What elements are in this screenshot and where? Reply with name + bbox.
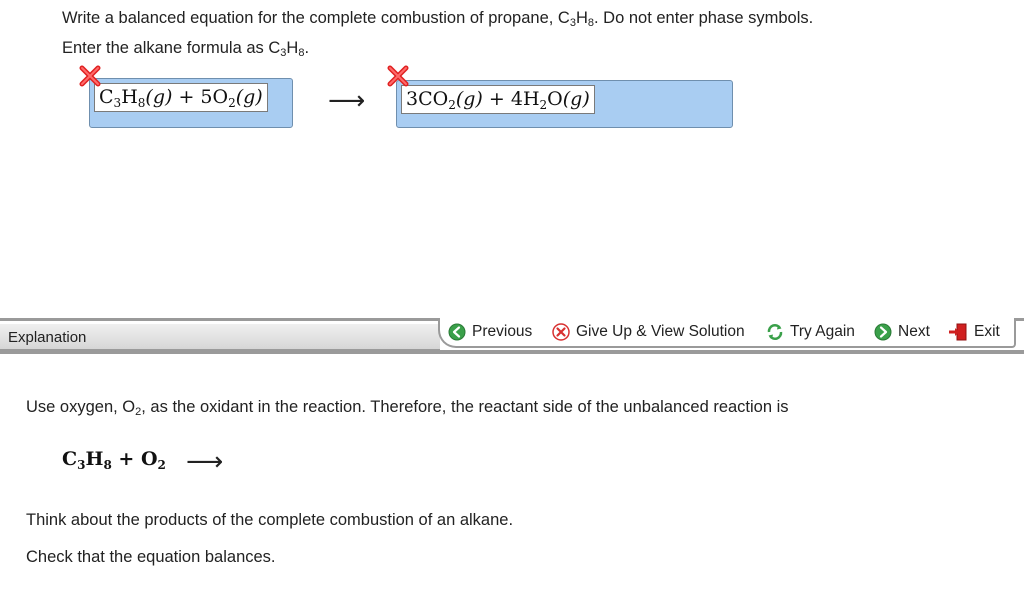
reactants-answer-box[interactable] (89, 78, 293, 128)
explanation-tab[interactable] (0, 324, 440, 352)
give-up-button[interactable] (552, 318, 745, 346)
give-up-label: Give Up & View Solution (576, 323, 745, 340)
incorrect-x-icon (78, 64, 102, 88)
arrow-right-icon (874, 323, 892, 341)
unbalanced-reactants-equation: $C_3H_8 + O_2$ (62, 448, 166, 472)
question-text (62, 6, 813, 66)
try-again-label: Try Again (790, 323, 855, 340)
arrow-left-icon (448, 323, 466, 341)
products-input[interactable]: $3CO_2(g) + 4H_2O(g)$ (401, 85, 595, 114)
exit-door-icon (948, 322, 968, 342)
previous-button[interactable] (448, 318, 532, 346)
explanation-line-1: Use oxygen, $O_2$, as the oxidant in the reaction. Therefore, the reactant side of the unbalanced reaction is (26, 398, 789, 418)
navigation-toolbar (438, 318, 1016, 348)
explanation-line-3: Check that the equation balances. (26, 548, 276, 566)
try-again-button[interactable] (766, 318, 855, 346)
products-answer-box[interactable] (396, 80, 733, 128)
explanation-tab-label: Explanation (8, 329, 87, 346)
question-line-1: Write a balanced equation for the complete combustion of propane, $C_3H_8$. Do not enter phase symbols. (62, 9, 814, 29)
refresh-icon (766, 323, 784, 341)
question-line-2: Enter the alkane formula as $C_3H_8$. (62, 39, 310, 59)
previous-label: Previous (472, 323, 533, 340)
reactants-input[interactable]: $C_3H_8(g) + 5O_2(g)$ (94, 83, 268, 112)
exit-button[interactable] (948, 318, 1000, 346)
cancel-icon (552, 323, 570, 341)
explanation-line-2: Think about the products of the complete combustion of an alkane. (26, 511, 514, 529)
explanation-divider (0, 350, 1024, 354)
next-button[interactable] (874, 318, 930, 346)
reaction-arrow: ⟶ (328, 86, 366, 116)
explanation-arrow: ⟶ (186, 447, 224, 477)
incorrect-x-icon (386, 64, 410, 88)
next-label: Next (898, 323, 930, 340)
exit-label: Exit (974, 323, 1000, 340)
